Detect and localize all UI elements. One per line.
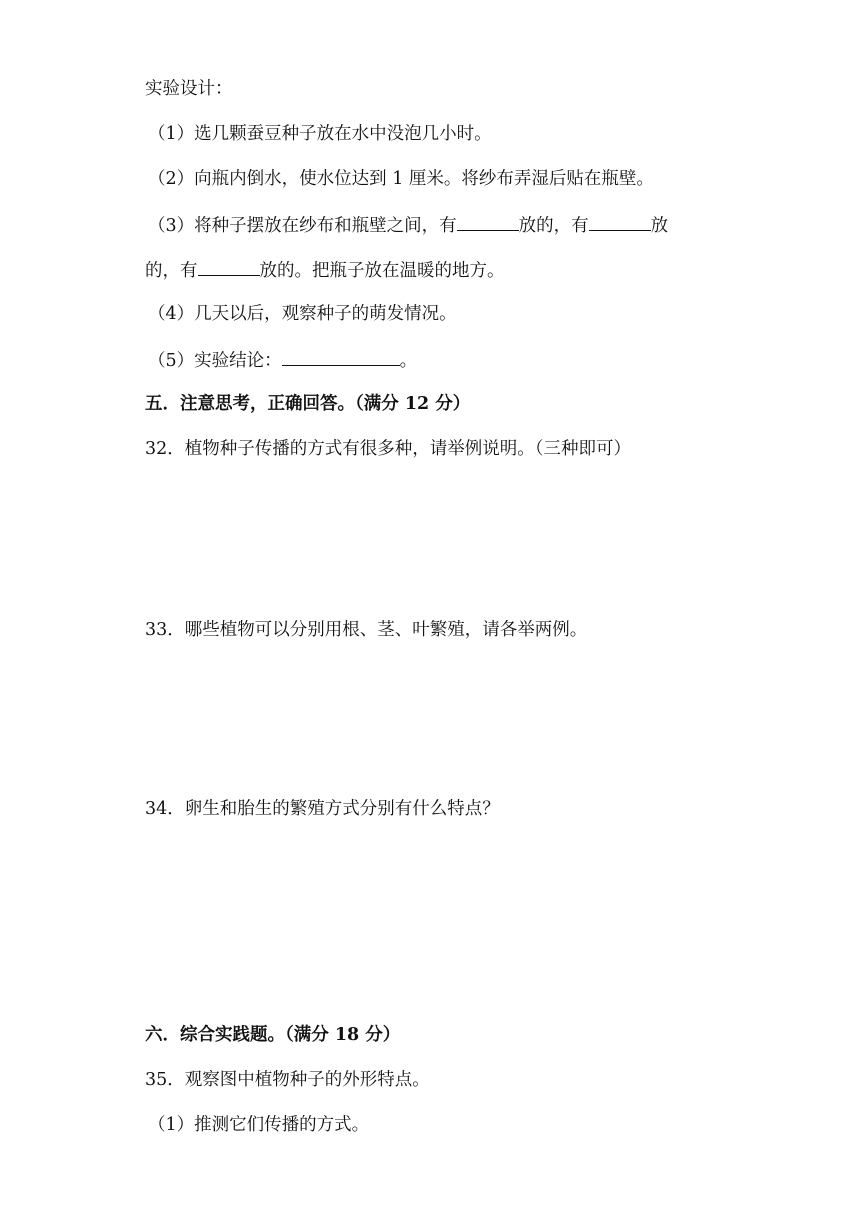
step-2: （2）向瓶内倒水，使水位达到 1 厘米。将纱布弄湿后贴在瓶壁。 [148, 169, 654, 189]
experiment-design-heading: 实验设计： [145, 79, 233, 99]
question-32: 32．植物种子传播的方式有很多种，请举例说明。（三种即可） [145, 439, 632, 459]
section-6-title: 六．综合实践题。（满分 18 分） [145, 1025, 401, 1045]
fill-blank-3[interactable] [198, 257, 260, 276]
answer-area-33[interactable] [145, 652, 735, 787]
fill-blank-1[interactable] [457, 212, 519, 231]
step-4: （4）几天以后，观察种子的萌发情况。 [148, 304, 457, 324]
conclusion-blank[interactable] [282, 347, 400, 366]
question-35-part-1: （1）推测它们传播的方式。 [148, 1115, 370, 1135]
step-3-line-1: （3）将种子摆放在纱布和瓶壁之间，有 放的，有 放 [148, 212, 738, 238]
question-33: 33．哪些植物可以分别用根、茎、叶繁殖，请各举两例。 [145, 620, 588, 640]
answer-area-32[interactable] [145, 470, 735, 610]
question-34: 34．卵生和胎生的繁殖方式分别有什么特点？ [145, 799, 500, 819]
step-5: （5）实验结论： 。 [148, 347, 738, 373]
fill-blank-2[interactable] [589, 212, 651, 231]
step-1: （1）选几颗蚕豆种子放在水中没泡几小时。 [148, 124, 492, 144]
section-5-title: 五．注意思考，正确回答。（满分 12 分） [145, 394, 471, 414]
question-35: 35．观察图中植物种子的外形特点。 [145, 1070, 430, 1090]
answer-area-34[interactable] [145, 830, 735, 1015]
step-3-line-2: 的，有 放的。把瓶子放在温暖的地方。 [145, 257, 735, 283]
